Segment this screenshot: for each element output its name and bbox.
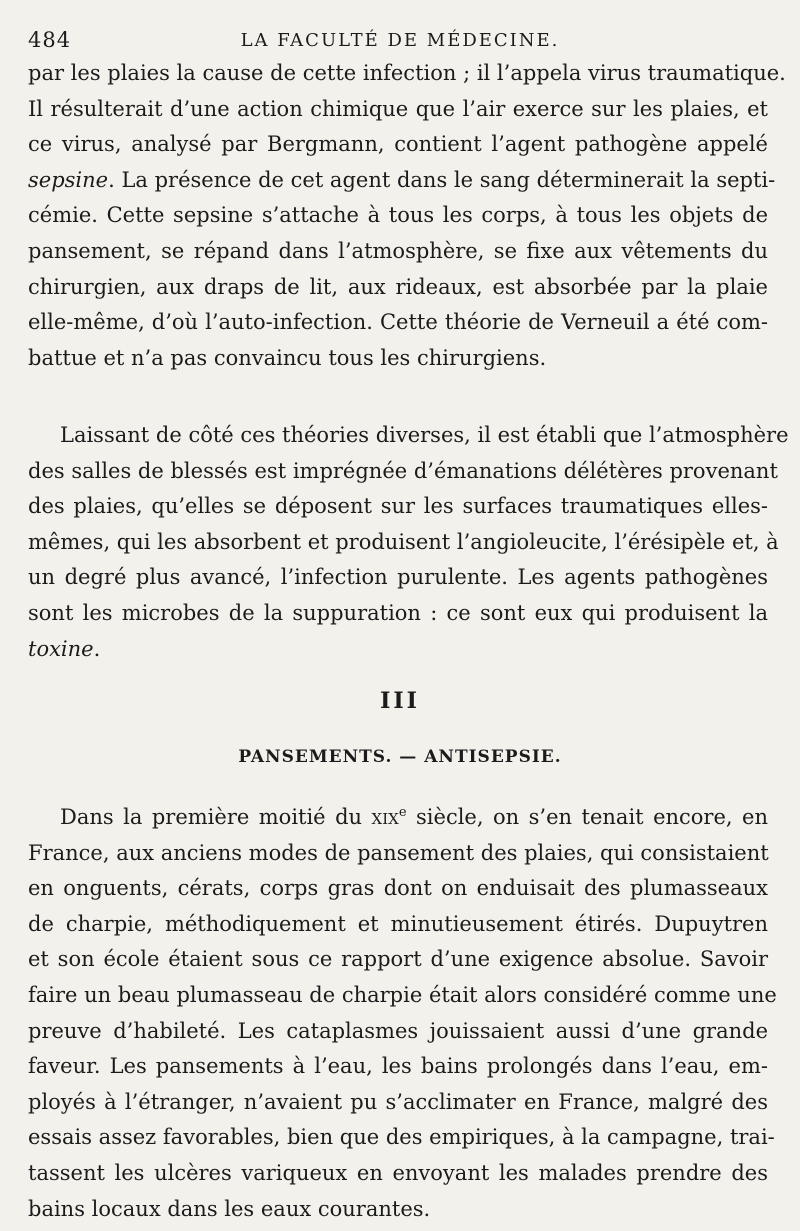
text-line: pansement, se répand dans l’atmosphère, se fixe aux vêtements du [28, 238, 768, 263]
text-line: faveur. Les pansements à l’eau, les bains prolongés dans l’eau, em- [28, 1054, 768, 1079]
text-line: Laissant de côté ces théories diverses, il est établi que l’atmosphère [60, 423, 789, 447]
section-title: PANSEMENTS. — ANTISEPSIE. [238, 747, 562, 767]
text-line: des plaies, qu’elles se déposent sur les surfaces traumatiques elles- [28, 494, 768, 519]
text-line: ployés à l’étranger, n’avaient pu s’acclimater en France, malgré des [28, 1089, 768, 1114]
century-numeral: xix [371, 805, 399, 829]
text-line: un degré plus avancé, l’infection purulente. Les agents pathogènes [28, 565, 768, 590]
text-line [28, 632, 768, 668]
text-line: ce virus, analysé par Bergmann, contient l’agent pathogène appelé [28, 132, 768, 157]
text-line: tassent les ulcères variqueux en envoyant les malades prendre des [28, 1160, 768, 1185]
text-line: sont les microbes de la suppuration : ce sont eux qui produisent la [28, 600, 768, 625]
text-line: elle-même, d’où l’auto-infection. Cette théorie de Verneuil a été com- [28, 310, 768, 335]
text-line: essais assez favorables, bien que des empiriques, à la campagne, trai- [28, 1125, 775, 1150]
paragraph-3 [28, 800, 777, 1227]
text-run: Dans la première moitié du [60, 805, 372, 829]
text-line: et son école étaient sous ce rapport d’une exigence absolue. Savoir [28, 947, 768, 972]
running-head [28, 28, 772, 56]
text-line: preuve d’habileté. Les cataplasmes jouissaient aussi d’une grande [28, 1018, 768, 1043]
text-run: . La présence de cet agent dans le sang déterminerait la septi- [108, 167, 776, 192]
text-line: Il résulterait d’une action chimique que l’air exerce sur les plaies, et [28, 96, 768, 121]
italic-term: toxine [28, 636, 94, 661]
text-line: chirurgien, aux draps de lit, aux rideaux, est absorbée par la plaie [28, 274, 768, 299]
text-run: siècle, on s’en tenait encore, en [406, 805, 768, 829]
text-line: faire un beau plumasseau de charpie était alors considéré comme une [28, 982, 777, 1007]
text-line [28, 163, 776, 199]
text-line: des salles de blessés est imprégnée d’émanations délétères provenant [28, 458, 778, 483]
text-line: bains locaux dans les eaux courantes. [28, 1196, 431, 1221]
text-line [28, 800, 768, 836]
text-run: . [93, 636, 101, 661]
page-number: 484 [28, 28, 72, 52]
text-line: cémie. Cette sepsine s’attache à tous les corps, à tous les objets de [28, 203, 768, 228]
italic-term: sepsine [28, 167, 109, 192]
text-line: en onguents, cérats, corps gras dont on enduisait des plumasseaux [28, 876, 768, 901]
text-line: France, aux anciens modes de pansement des plaies, qui consistaient [28, 840, 769, 865]
running-head-title: LA FACULTÉ DE MÉDECINE. [240, 30, 560, 51]
text-line: battue et n’a pas convaincu tous les chirurgiens. [28, 345, 547, 370]
superscript: e [398, 805, 407, 820]
paragraph-1 [28, 56, 786, 376]
paragraph-2 [28, 418, 789, 667]
text-line: mêmes, qui les absorbent et produisent l’angioleucite, l’érésipèle et, à [28, 529, 779, 554]
text-line: de charpie, méthodiquement et minutieusement étirés. Dupuytren [28, 911, 768, 936]
section-number: III [380, 688, 420, 714]
text-line: par les plaies la cause de cette infection ; il l’appela virus traumatique. [28, 61, 786, 85]
